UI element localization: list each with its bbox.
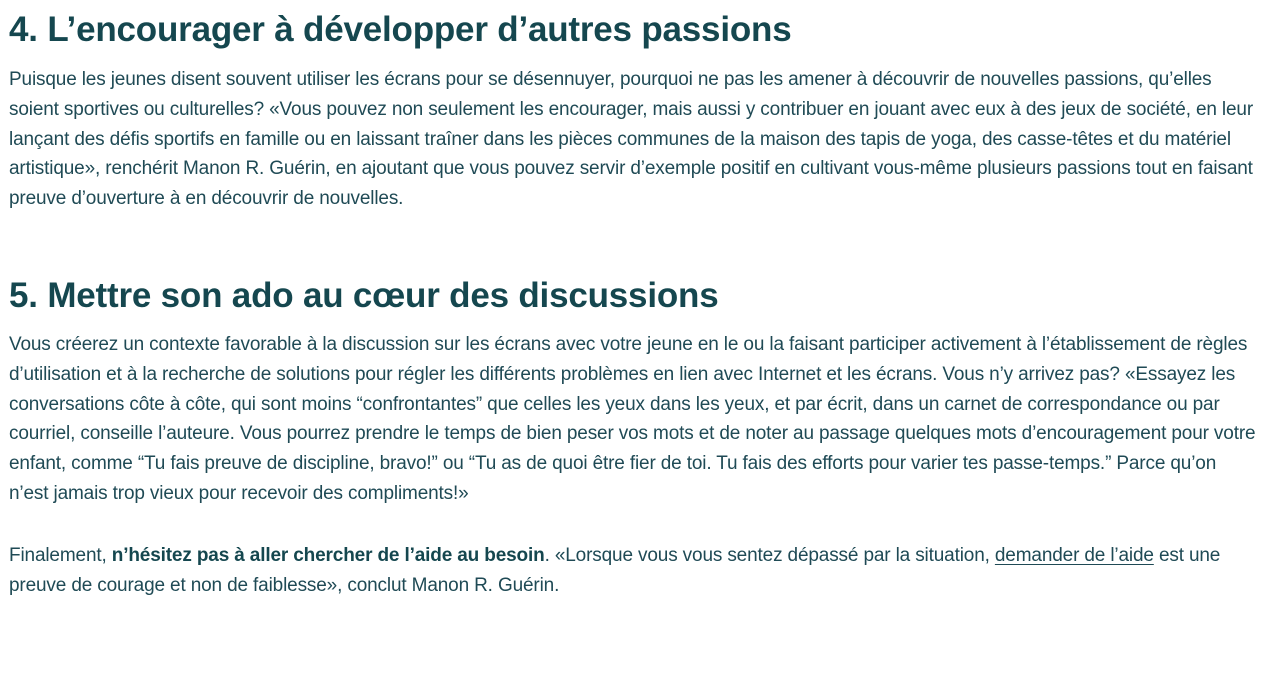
conclusion-middle: . «Lorsque vous vous sentez dépassé par la situation, (544, 544, 995, 566)
section-5-heading: 5. Mettre son ado au cœur des discussions (9, 275, 719, 315)
conclusion-paragraph (9, 541, 1260, 601)
conclusion-lead: Finalement, (9, 544, 112, 566)
section-4-heading: 4. L’encourager à développer d’autres passions (9, 10, 792, 49)
ask-for-help-link[interactable]: demander de l’aide (994, 544, 1154, 566)
conclusion-bold-text: n’hésitez pas à aller chercher de l’aide au besoin (111, 544, 545, 566)
section-5-paragraph: Vous créerez un contexte favorable à la discussion sur les écrans avec votre jeune en le ou la faisant participer activement à l’établissement de règles d’utilisation et à la recherche de solutions pour régler les différents problèmes en lien avec Internet et les écrans. Vous n’y arrivez pas? «Essayez les conversations côte à côte, qui sont moins “confrontantes” que celles les yeux dans les yeux, et par écrit, dans un carnet de correspondance ou par courriel, conseille l’auteure. Vous pourrez prendre le temps de bien peser vos mots et de noter au passage quelques mots d’encouragement pour votre enfant, comme “Tu fais preuve de discipline, bravo!” ou “Tu as de quoi être fier de toi. Tu fais des efforts pour varier tes passe-temps.” Parce qu’on n’est jamais trop vieux pour recevoir des compliments!» (9, 333, 1256, 504)
section-4-paragraph: Puisque les jeunes disent souvent utiliser les écrans pour se désennuyer, pourquoi ne pas les amener à découvrir de nouvelles passions, qu’elles soient sportives ou culturelles? «Vous pouvez non seulement les encourager, mais aussi y contribuer en jouant avec eux à des jeux de société, en leur lançant des défis sportifs en famille ou en laissant traîner dans les pièces communes de la maison des tapis de yoga, des casse-têtes et du matériel artistique», renchérit Manon R. Guérin, en ajoutant que vous pouvez servir d’exemple positif en cultivant vous-même plusieurs passions tout en faisant preuve d’ouverture à en découvrir de nouvelles. (9, 69, 1254, 210)
conclusion-tail: est une preuve de courage et non de faiblesse», conclut Manon R. Guérin. (9, 544, 1221, 596)
